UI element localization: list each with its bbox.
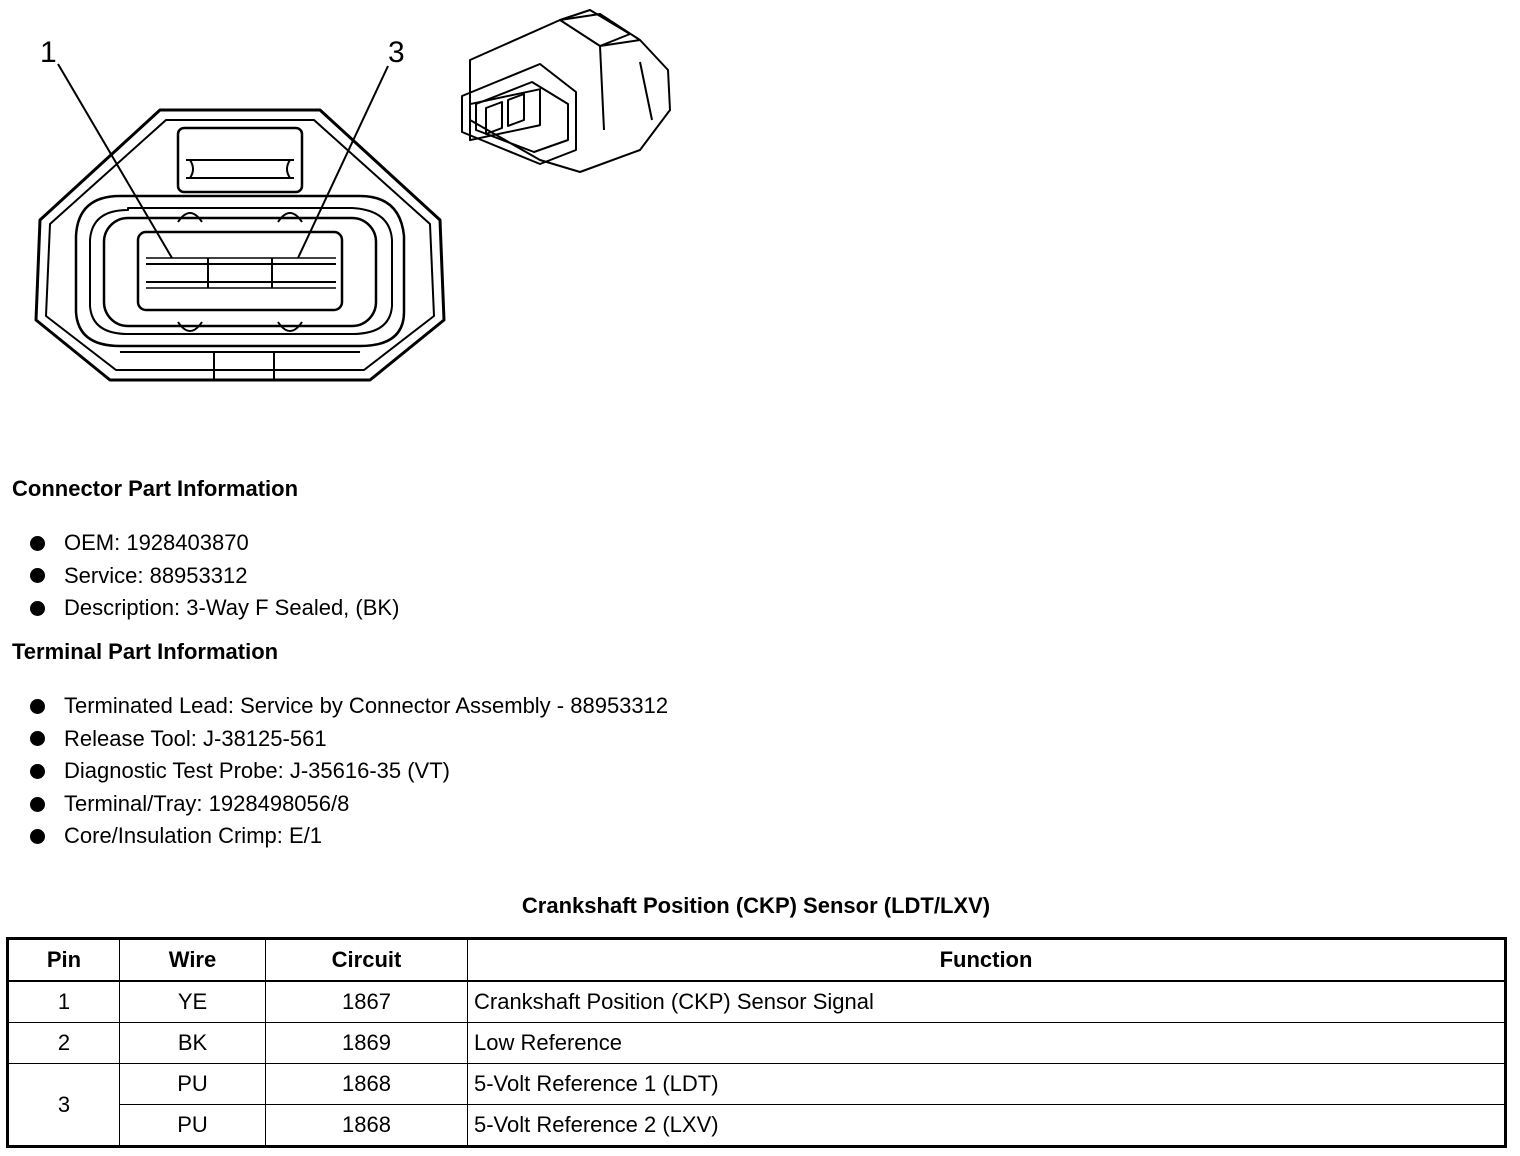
bullet-icon (30, 764, 45, 779)
function-cell: Low Reference (468, 1023, 1506, 1064)
connector-iso-view (462, 10, 670, 172)
list-item: Core/Insulation Crimp: E/1 (28, 820, 668, 853)
bullet-icon (30, 699, 45, 714)
function-cell: 5-Volt Reference 2 (LXV) (468, 1105, 1506, 1147)
table-row (8, 1023, 1506, 1064)
pin-cell: 2 (8, 1023, 120, 1064)
list-item: OEM: 1928403870 (28, 527, 399, 560)
bullet-icon (30, 536, 45, 551)
wire-cell: PU (120, 1105, 266, 1147)
bullet-icon (30, 829, 45, 844)
function-cell: Crankshaft Position (CKP) Sensor Signal (468, 981, 1506, 1023)
leader-line-3 (298, 66, 388, 258)
circuit-cell: 1868 (266, 1064, 468, 1105)
pin-table (6, 937, 1507, 1148)
function-cell: 5-Volt Reference 1 (LDT) (468, 1064, 1506, 1105)
pin-cell: 1 (8, 981, 120, 1023)
terminal-cavity (138, 232, 342, 310)
list-item: Service: 88953312 (28, 560, 399, 593)
callout-3: 3 (388, 36, 405, 69)
pin-table-title: Crankshaft Position (CKP) Sensor (LDT/LXV) (521, 893, 991, 918)
circuit-cell: 1867 (266, 981, 468, 1023)
circuit-cell: 1868 (266, 1105, 468, 1147)
leader-line-1 (58, 64, 172, 258)
table-row (8, 1064, 1506, 1105)
list-item: Terminal/Tray: 1928498056/8 (28, 788, 668, 821)
column-header-circuit: Circuit (266, 939, 468, 982)
connector-part-info-list (28, 527, 399, 625)
table-row (8, 981, 1506, 1023)
terminal-part-info-list (28, 690, 668, 853)
column-header-pin: Pin (8, 939, 120, 982)
list-item: Terminated Lead: Service by Connector Assembly - 88953312 (28, 690, 668, 723)
housing-outline (36, 110, 444, 380)
table-row (8, 1105, 1506, 1147)
bullet-icon (30, 601, 45, 616)
list-item: Diagnostic Test Probe: J-35616-35 (VT) (28, 755, 668, 788)
circuit-cell: 1869 (266, 1023, 468, 1064)
pin-cell: 3 (8, 1064, 120, 1147)
wire-cell: YE (120, 981, 266, 1023)
callout-1: 1 (40, 36, 57, 69)
wire-cell: PU (120, 1064, 266, 1105)
connector-face-diagram (0, 0, 700, 440)
bullet-icon (30, 731, 45, 746)
wire-cell: BK (120, 1023, 266, 1064)
connector-part-info-heading: Connector Part Information (12, 476, 299, 501)
bullet-icon (30, 568, 45, 583)
list-item: Description: 3-Way F Sealed, (BK) (28, 592, 399, 625)
column-header-wire: Wire (120, 939, 266, 982)
terminal-part-info-heading: Terminal Part Information (12, 639, 279, 664)
list-item: Release Tool: J-38125-561 (28, 723, 668, 756)
column-header-function: Function (468, 939, 1506, 982)
table-header-row (8, 939, 1506, 982)
bullet-icon (30, 797, 45, 812)
